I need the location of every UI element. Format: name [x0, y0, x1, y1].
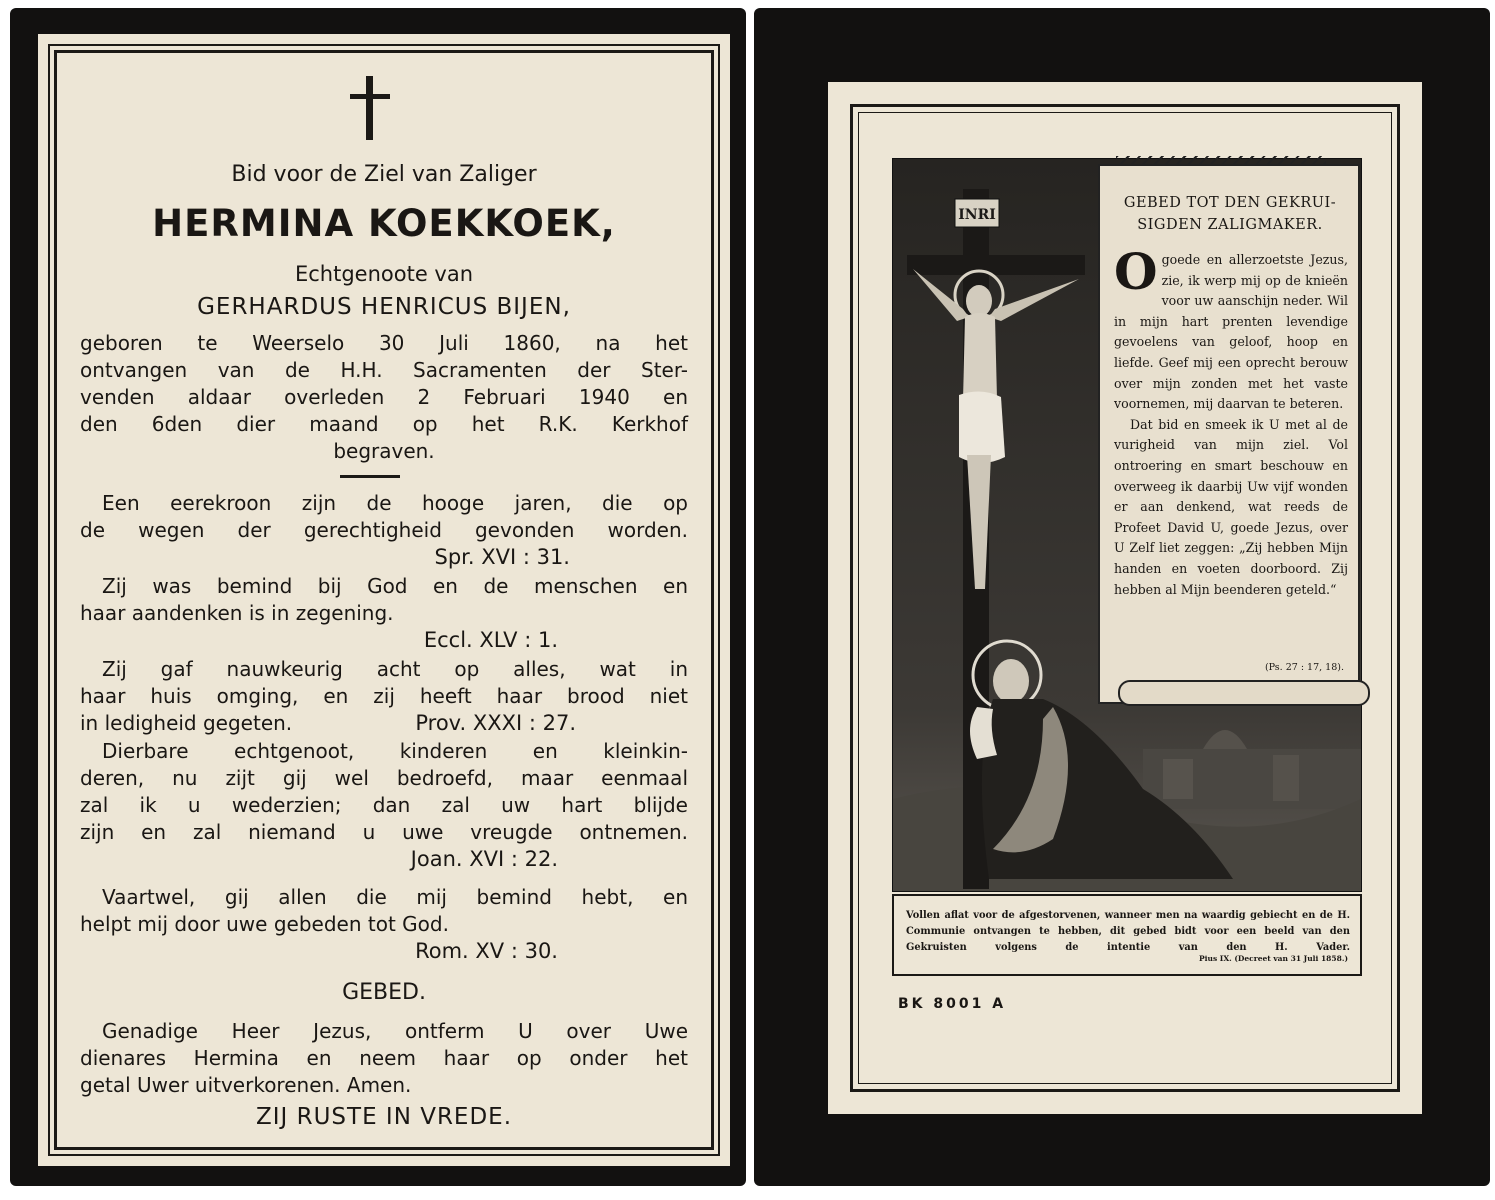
bio-line: geboren te Weerselo 30 Juli 1860, na het: [80, 331, 688, 355]
drop-cap: O: [1114, 242, 1158, 301]
closing-line: ZIJ RUSTE IN VREDE.: [255, 1104, 513, 1130]
bio-line: ontvangen van de H.H. Sacramenten der Ster-: [80, 358, 688, 382]
prayer-line: Genadige Heer Jezus, ontferm U over Uwe: [102, 1019, 688, 1043]
prayer-paragraph: Dat bid en smeek ik U met al de vurigheid van mijn ziel. Vol ontroering en smart beschouw en overweeg ik daarbij Uw vijf wonden er aan denkend, wat reeds de Profeet David U, goede Jezus, over U Zelf liet zeggen: „Zij hebben Mijn handen en voeten doorboord. Zij hebben al Mijn beenderen geteld.“: [1114, 416, 1348, 597]
verse-ref: Prov. XXXI : 27.: [415, 711, 576, 735]
indulgence-note: [892, 894, 1362, 976]
bio-line: begraven.: [333, 439, 435, 463]
prayer-scroll: [1098, 164, 1360, 704]
bio-line: venden aldaar overleden 2 Februari 1940 en: [80, 385, 688, 409]
scroll-roll: [1118, 680, 1370, 706]
indulgence-reference: Pius IX. (Decreet van 31 Juli 1858.): [1199, 954, 1348, 963]
verse-ref: Rom. XV : 30.: [415, 939, 558, 963]
divider: [340, 475, 400, 478]
cross-sign: INRI: [958, 207, 996, 223]
biography: [80, 330, 688, 465]
bio-line: den 6den dier maand op het R.K. Kerkhof: [80, 412, 688, 436]
verse-line: deren, nu zijt gij wel bedroefd, maar eenmaal: [80, 766, 688, 790]
heading: Bid voor de Ziel van Zaliger: [231, 162, 537, 187]
prayer-text: [1114, 242, 1348, 600]
verse-line: haar aandenken is in zegening.: [80, 601, 394, 625]
cross-icon: [350, 76, 390, 140]
print-code: BK 8001 A: [898, 996, 1007, 1012]
prayer-line: dienares Hermina en neem haar op onder het: [80, 1046, 688, 1070]
verse-line: Zij gaf nauwkeurig acht op alles, wat in: [102, 657, 688, 681]
prayer: [80, 1018, 688, 1099]
card-front-paper: [38, 34, 730, 1166]
prayer-line: getal Uwer uitverkorenen. Amen.: [80, 1073, 412, 1097]
prayer-title: GEBED TOT DEN GEKRUI- SIGDEN ZALIGMAKER.: [1123, 195, 1337, 233]
verse-line: Zij was bemind bij God en de menschen en: [102, 574, 688, 598]
verse-line: zijn en zal niemand u uwe vreugde ontnemen.: [80, 820, 688, 844]
verse-ref: Spr. XVI : 31.: [434, 545, 570, 569]
verse-line: Vaartwel, gij allen die mij bemind hebt, en: [102, 885, 688, 909]
verse-ref: Joan. XVI : 22.: [410, 847, 558, 871]
prayer-paragraph: goede en allerzoetste Jezus, zie, ik werp mij op de knieën voor uw aanschijn neder. Wil in mijn hart prenten levendige gevoelens van geloof, hoop en liefde. Geef mij een oprecht berouw over mijn zonden met het vaste voornemen, mij daarvan te beteren.: [1114, 252, 1348, 412]
memorial-card-back: [754, 8, 1490, 1186]
memorial-card-front: [10, 8, 746, 1186]
verse-ref: Eccl. XLV : 1.: [423, 628, 558, 652]
deceased-name: HERMINA KOEKKOEK,: [152, 202, 616, 245]
verse-line: helpt mij door uwe gebeden tot God.: [80, 912, 449, 936]
prayer-heading: GEBED.: [342, 980, 426, 1005]
verse-line: Dierbare echtgenoot, kinderen en kleinkin-: [102, 739, 688, 763]
verse-5: [80, 884, 688, 938]
verse-line: de wegen der gerechtigheid gevonden worden.: [80, 518, 688, 542]
scroll-ornament: [1116, 156, 1326, 166]
spouse-name: GERHARDUS HENRICUS BIJEN,: [197, 294, 571, 320]
verse-last-row: [80, 710, 688, 737]
verse-3: [80, 656, 688, 737]
card-back-paper: [828, 82, 1422, 1114]
verse-line: zal ik u wederzien; dan zal uw hart blijde: [80, 793, 688, 817]
prayer-reference: (Ps. 27 : 17, 18).: [1264, 662, 1344, 673]
verse-2: [80, 573, 688, 627]
indulgence-text: Vollen aflat voor de afgestorvenen, wanneer men na waardig gebiecht en de H. Communie ontvangen te hebben, dit gebed bidt voor een beeld van den Gekruisten volgens de intentie van den H. Vader.: [906, 910, 1350, 953]
verse-line: in ledigheid gegeten.: [80, 711, 293, 735]
verse-line: Een eerekroon zijn de hooge jaren, die op: [102, 491, 688, 515]
verse-line: haar huis omging, en zij heeft haar brood niet: [80, 684, 688, 708]
verse-1: [80, 490, 688, 544]
spouse-label: Echtgenoote van: [294, 262, 474, 286]
verse-4: [80, 738, 688, 846]
